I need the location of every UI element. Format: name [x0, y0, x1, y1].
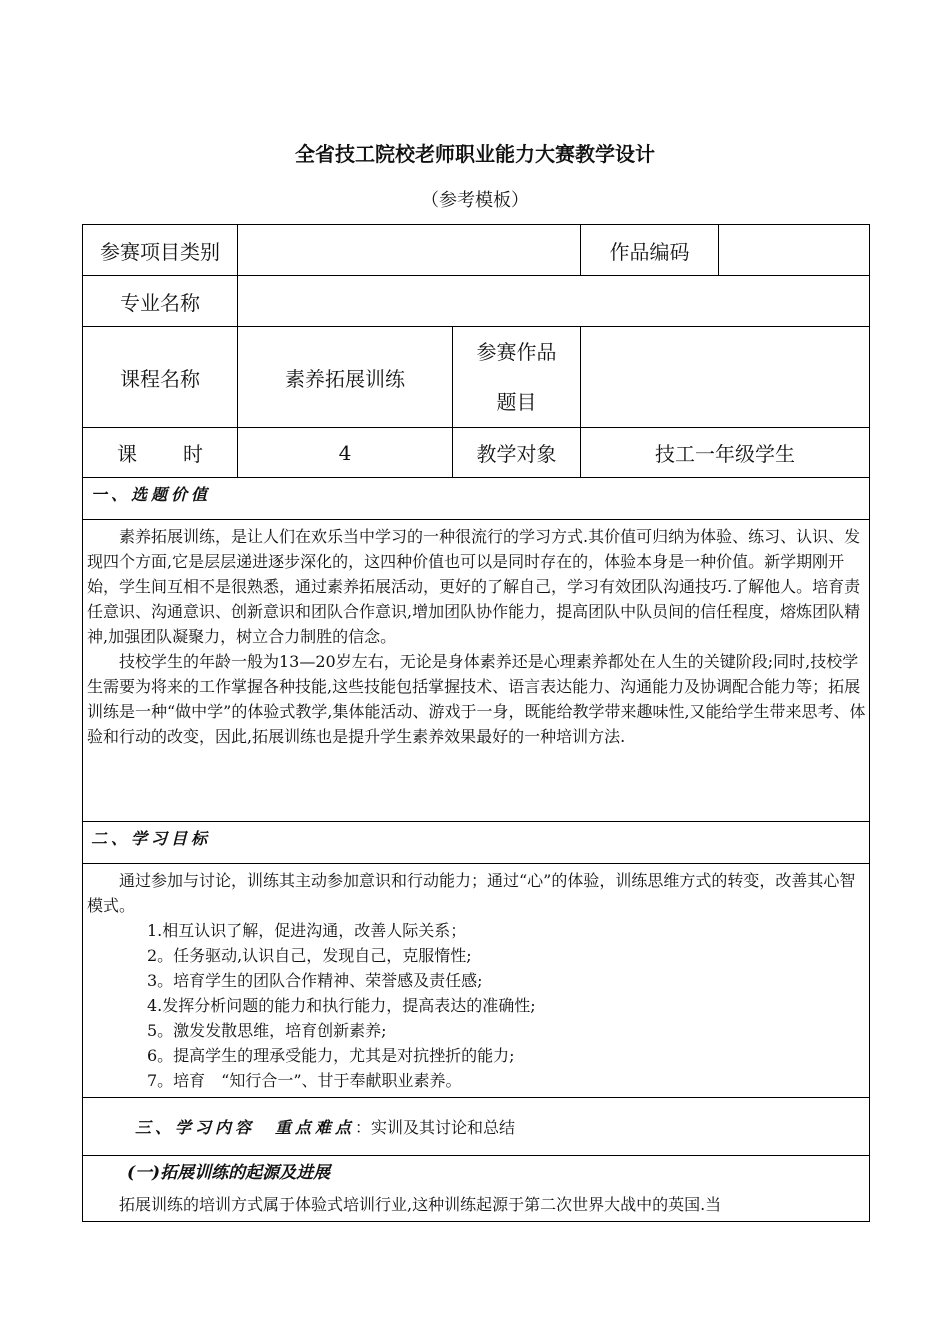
section2-body — [83, 864, 870, 1098]
section1-body — [83, 520, 870, 822]
document-title: 全省技工院校老师职业能力大赛教学设计 — [295, 142, 655, 166]
document-subtitle: （参考模板） — [421, 190, 529, 211]
section3-paragraph-1: 拓展训练的培训方式属于体验式培训行业,这种训练起源于第二次世界大战中的英国.当 — [119, 1194, 722, 1214]
goal-item: 2。任务驱动,认识自己，发现自己，克服惰性; — [147, 946, 472, 965]
code-value[interactable] — [719, 225, 870, 276]
row-section3-sub — [83, 1156, 870, 1186]
row-course — [83, 327, 870, 428]
goal-item: 6。提高学生的理承受能力，尤其是对抗挫折的能力; — [147, 1046, 515, 1065]
topic-value[interactable] — [581, 327, 870, 428]
section2-intro: 通过参加与讨论，训练其主动参加意识和行动能力；通过“心”的体验，训练思维方式的转变，改善其心智模式。 — [87, 871, 856, 915]
row-section1-heading — [83, 478, 870, 520]
category-label: 参赛项目类别 — [83, 225, 238, 276]
section3-colon: ： — [355, 1118, 372, 1137]
goal-item: 3。培育学生的团队合作精神、荣誉感及责任感; — [147, 971, 483, 990]
row-section2-body — [83, 864, 870, 1098]
section3-body — [83, 1186, 870, 1222]
major-value[interactable] — [238, 276, 870, 327]
audience-label: 教学对象 — [453, 428, 581, 478]
row-section3-body — [83, 1186, 870, 1222]
design-form-table — [82, 224, 870, 1222]
row-section1-body — [83, 520, 870, 822]
row-major — [83, 276, 870, 327]
hours-label-a: 课 — [117, 442, 137, 466]
section1-heading: 一、选题价值 — [83, 478, 870, 520]
category-value[interactable] — [238, 225, 581, 276]
major-label: 专业名称 — [83, 276, 238, 327]
section3-tail: 实训及其讨论和总结 — [371, 1118, 516, 1137]
hours-label — [83, 428, 238, 478]
section3-heading: 三、学习内容 重点难点 — [135, 1118, 356, 1137]
row-section3-heading — [83, 1098, 870, 1156]
code-label: 作品编码 — [581, 225, 719, 276]
section3-heading-cell — [83, 1098, 870, 1156]
row-hours — [83, 428, 870, 478]
row-category — [83, 225, 870, 276]
topic-label — [453, 327, 581, 428]
section3-sub-heading: (一)拓展训练的起源及进展 — [83, 1156, 870, 1186]
course-value[interactable]: 素养拓展训练 — [238, 327, 453, 428]
section2-heading: 二、学习目标 — [83, 822, 870, 864]
goal-item: 7。培育 “知行合一”、甘于奉献职业素养。 — [147, 1071, 462, 1090]
section1-paragraph-2: 技校学生的年龄一般为13—20岁左右，无论是身体素养还是心理素养都处在人生的关键阶段;同时,技校学生需要为将来的工作掌握各种技能,这些技能包括掌握技术、语言表达能力、沟通能力及协调配合能力等；拓展训练是一种“做中学”的体验式教学,集体能活动、游戏于一身，既能给教学带来趣味性,又能给学生带来思考、体验和行动的改变，因此,拓展训练也是提升学生素养效果最好的一种培训方法. — [87, 652, 866, 746]
row-section2-heading — [83, 822, 870, 864]
goal-item: 5。激发发散思维，培育创新素养; — [147, 1021, 387, 1040]
topic-label-line-1: 参赛作品 — [476, 340, 557, 364]
topic-label-line-2: 题目 — [496, 390, 537, 414]
course-label: 课程名称 — [83, 327, 238, 428]
hours-value[interactable]: 4 — [238, 428, 453, 478]
audience-value[interactable]: 技工一年级学生 — [581, 428, 870, 478]
goal-item: 4.发挥分析问题的能力和执行能力，提高表达的准确性; — [147, 996, 536, 1015]
goal-item: 1.相互认识了解，促进沟通，改善人际关系； — [147, 921, 467, 940]
hours-label-b: 时 — [183, 442, 203, 466]
section1-paragraph-1: 素养拓展训练，是让人们在欢乐当中学习的一种很流行的学习方式.其价值可归纳为体验、练习、认识、发现四个方面,它是层层递进逐步深化的，这四种价值也可以是同时存在的，体验本身是一种价值。新学期刚开始，学生间互相不是很熟悉，通过素养拓展活动，更好的了解自己，学习有效团队沟通技巧.了解他人。培育责任意识、沟通意识、创新意识和团队合作意识,增加团队协作能力，提高团队中队员间的信任程度，熔炼团队精神,加强团队凝聚力，树立合力制胜的信念。 — [87, 527, 861, 646]
